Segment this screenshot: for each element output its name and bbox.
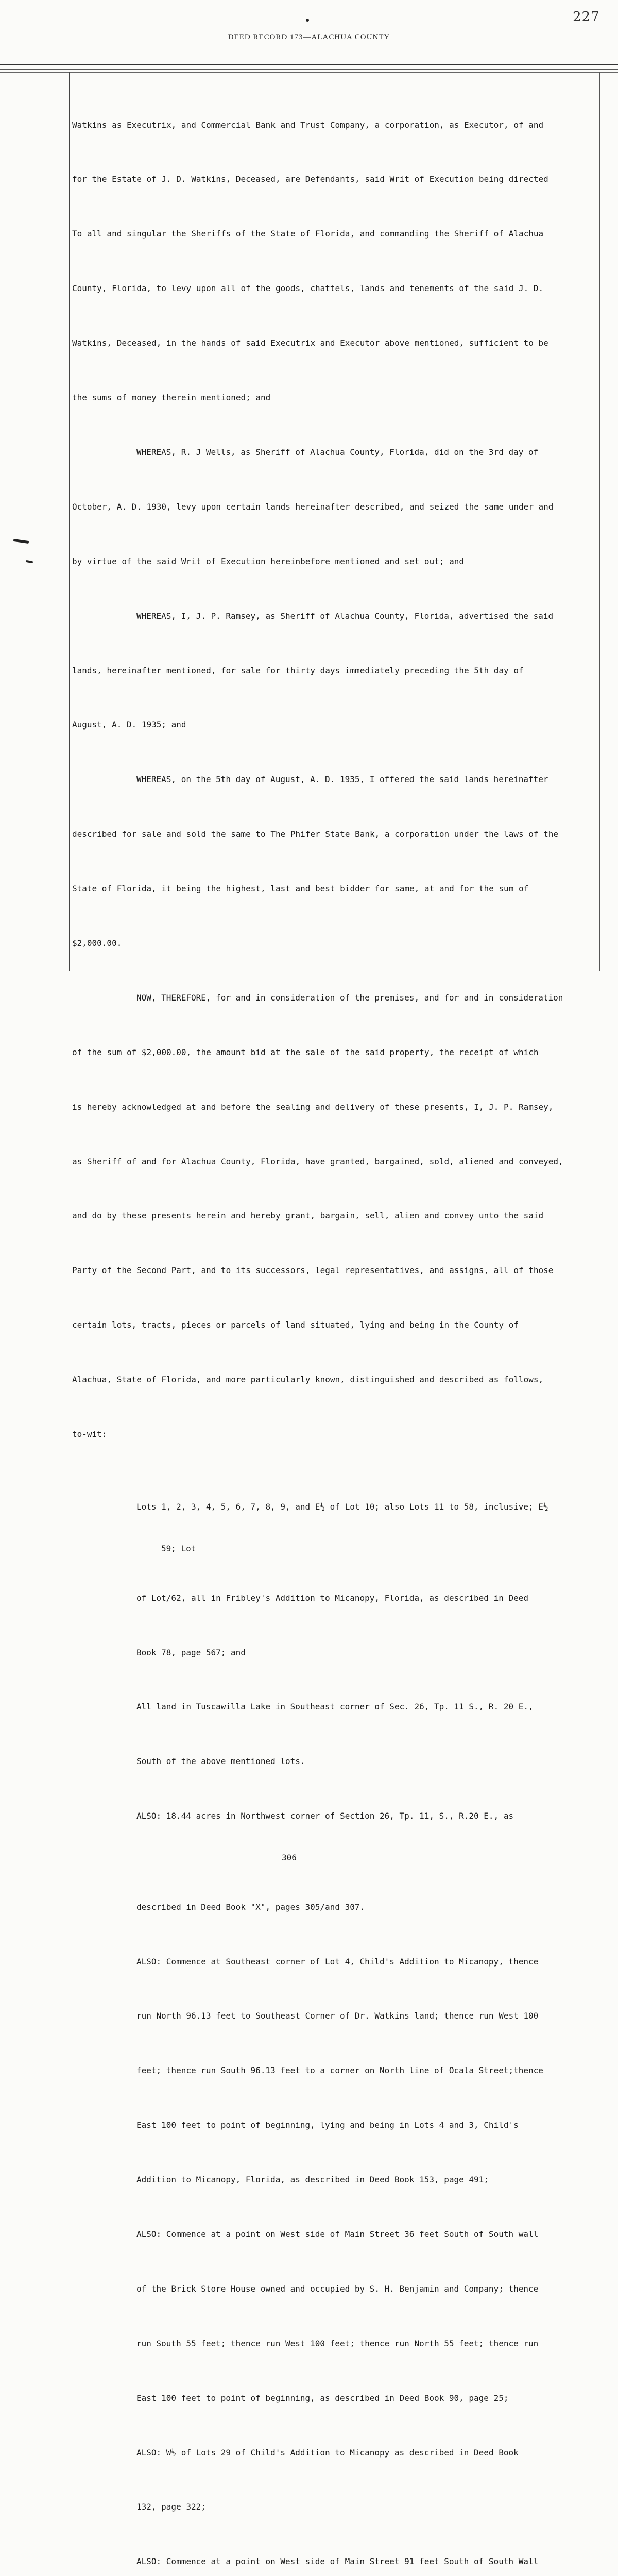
header-rule — [0, 64, 618, 65]
body-line: To all and singular the Sheriffs of the State of Florida, and commanding the Sheriff of Alachua — [72, 229, 544, 239]
scan-mark — [13, 539, 29, 544]
body-line: by virtue of the said Writ of Execution hereinbefore mentioned and set out; and — [72, 556, 464, 566]
interlinear-note: 59; Lot — [161, 1544, 196, 1554]
description-line: of the Brick Store House owned and occupied by S. H. Benjamin and Company; thence — [136, 2283, 539, 2294]
interlinear-note: 306 — [282, 1853, 297, 1863]
scan-mark — [26, 560, 33, 563]
body-line: WHEREAS, I, J. P. Ramsey, as Sheriff of Alachua County, Florida, advertised the said — [136, 611, 554, 621]
body-line: as Sheriff of and for Alachua County, Florida, have granted, bargained, sold, aliened and conveyed, — [72, 1156, 563, 1166]
description-line: described in Deed Book "X", pages 305/and 307. — [136, 1902, 365, 1912]
body-line: and do by these presents herein and hereby grant, bargain, sell, alien and convey unto the said — [72, 1211, 544, 1221]
description-line: Book 78, page 567; and — [136, 1647, 246, 1657]
body-line: Watkins, Deceased, in the hands of said Executrix and Executor above mentioned, sufficient to be — [72, 338, 548, 348]
header-dot — [306, 19, 309, 22]
body-line: WHEREAS, R. J Wells, as Sheriff of Alachua County, Florida, did on the 3rd day of — [136, 447, 539, 457]
description-line: South of the above mentioned lots. — [136, 1756, 305, 1767]
body-line: Alachua, State of Florida, and more particularly known, distinguished and described as follows, — [72, 1375, 544, 1385]
left-margin-rule — [69, 72, 70, 971]
page-title: DEED RECORD 173—ALACHUA COUNTY — [228, 33, 390, 41]
body-line: the sums of money therein mentioned; and — [72, 393, 271, 403]
body-line: Watkins as Executrix, and Commercial Bank and Trust Company, a corporation, as Executor, of and — [72, 120, 544, 130]
body-line: NOW, THEREFORE, for and in consideration of the premises, and for and in consideration — [136, 992, 563, 1003]
description-line: Lots 1, 2, 3, 4, 5, 6, 7, 8, 9, and E½ of Lot 10; also Lots 11 to 58, inclusive; E½ — [136, 1502, 548, 1512]
header-rule-tertiary — [0, 72, 618, 73]
description-line: Addition to Micanopy, Florida, as described in Deed Book 153, page 491; — [136, 2175, 489, 2185]
description-line: East 100 feet to point of beginning, as described in Deed Book 90, page 25; — [136, 2393, 509, 2403]
body-line: August, A. D. 1935; and — [72, 720, 186, 730]
description-line: East 100 feet to point of beginning, lying and being in Lots 4 and 3, Child's — [136, 2120, 519, 2130]
description-line: All land in Tuscawilla Lake in Southeast corner of Sec. 26, Tp. 11 S., R. 20 E., — [136, 1702, 534, 1712]
body-line: lands, hereinafter mentioned, for sale for thirty days immediately preceding the 5th day of — [72, 665, 524, 675]
description-line: ALSO: W½ of Lots 29 of Child's Addition to Micanopy as described in Deed Book — [136, 2447, 519, 2458]
description-line: run North 96.13 feet to Southeast Corner of Dr. Watkins land; thence run West 100 — [136, 2011, 539, 2021]
body-line: $2,000.00. — [72, 938, 122, 948]
body-line: certain lots, tracts, pieces or parcels of land situated, lying and being in the County of — [72, 1320, 519, 1330]
body-line: State of Florida, it being the highest, last and best bidder for same, at and for the sum of — [72, 884, 529, 894]
description-line: 132, page 322; — [136, 2502, 206, 2512]
description-line: ALSO: Commence at a point on West side of Main Street 36 feet South of South wall — [136, 2229, 539, 2240]
page-number: 227 — [573, 9, 600, 25]
description-line: run South 55 feet; thence run West 100 feet; thence run North 55 feet; thence run — [136, 2338, 539, 2348]
description-line: ALSO: 18.44 acres in Northwest corner of Section 26, Tp. 11, S., R.20 E., as — [136, 1811, 514, 1821]
body-line: Party of the Second Part, and to its successors, legal representatives, and assigns, all of those — [72, 1265, 554, 1276]
body-line: WHEREAS, on the 5th day of August, A. D. 1935, I offered the said lands hereinafter — [136, 774, 548, 785]
body-line: October, A. D. 1930, levy upon certain lands hereinafter described, and seized the same under and — [72, 501, 554, 512]
body-line: County, Florida, to levy upon all of the goods, chattels, lands and tenements of the said J. D. — [72, 283, 544, 294]
header-rule-secondary — [0, 69, 618, 70]
description-line: ALSO: Commence at a point on West side of Main Street 91 feet South of South Wall — [136, 2556, 539, 2567]
description-line: of Lot/62, all in Fribley's Addition to Micanopy, Florida, as described in Deed — [136, 1592, 528, 1603]
body-line: described for sale and sold the same to The Phifer State Bank, a corporation under the laws of the — [72, 829, 559, 839]
body-line: for the Estate of J. D. Watkins, Deceased, are Defendants, said Writ of Execution being directed — [72, 174, 548, 184]
deed-body — [72, 79, 608, 2576]
body-line: is hereby acknowledged at and before the sealing and delivery of these presents, I, J. P. Ramsey, — [72, 1101, 554, 1112]
body-line: to-wit: — [72, 1429, 107, 1439]
description-line: ALSO: Commence at Southeast corner of Lot 4, Child's Addition to Micanopy, thence — [136, 1956, 539, 1967]
description-line: feet; thence run South 96.13 feet to a corner on North line of Ocala Street;thence — [136, 2065, 543, 2076]
body-line: of the sum of $2,000.00, the amount bid at the sale of the said property, the receipt of which — [72, 1047, 539, 1057]
